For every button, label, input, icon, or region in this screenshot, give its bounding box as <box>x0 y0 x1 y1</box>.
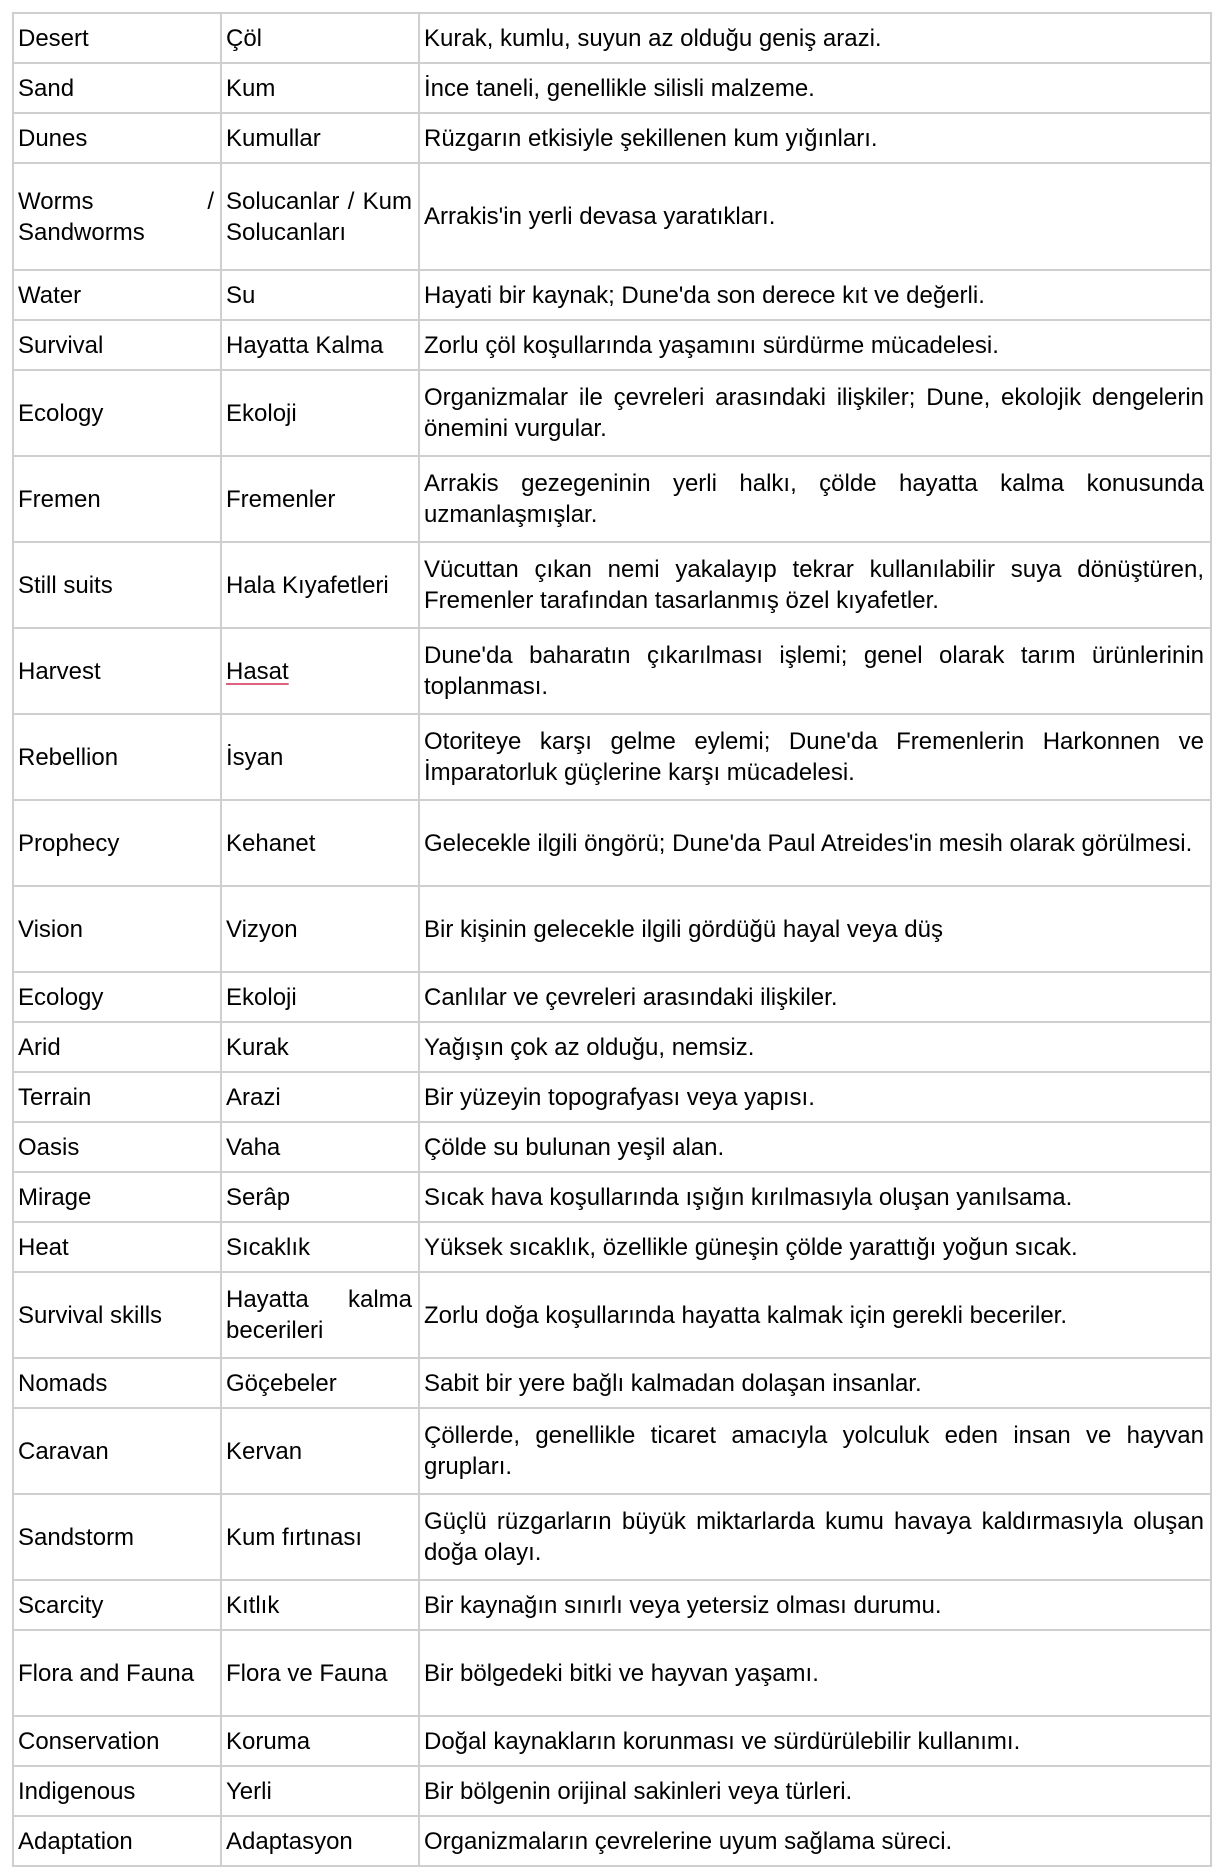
description-cell[interactable] <box>419 800 1211 886</box>
turkish-term-text: Hasat <box>226 657 289 685</box>
description-text: Kurak, kumlu, suyun az olduğu geniş arazi. <box>424 24 882 52</box>
english-term-cell[interactable] <box>13 628 221 714</box>
turkish-term-cell[interactable] <box>221 456 419 542</box>
table-row <box>13 1408 1211 1494</box>
description-cell[interactable] <box>419 1766 1211 1816</box>
english-term-text: Adaptation <box>18 1827 133 1855</box>
english-term-cell[interactable] <box>13 1222 221 1272</box>
turkish-term-text: Kurak <box>226 1033 289 1061</box>
english-term-text: Ecology <box>18 399 104 427</box>
turkish-term-text: Kehanet <box>226 829 316 857</box>
turkish-term-cell[interactable] <box>221 370 419 456</box>
description-text: Çöllerde, genellikle ticaret amacıyla yolculuk eden insan ve hayvan grupları. <box>424 1422 1204 1480</box>
description-text: Bir kişinin gelecekle ilgili gördüğü hayal veya düş <box>424 915 943 943</box>
description-text: Çölde su bulunan yeşil alan. <box>424 1133 725 1161</box>
description-text: Bir bölgenin orijinal sakinleri veya türleri. <box>424 1777 853 1805</box>
table-row <box>13 113 1211 163</box>
english-term-cell[interactable] <box>13 1716 221 1766</box>
description-text: Zorlu doğa koşullarında hayatta kalmak için gerekli beceriler. <box>424 1301 1067 1329</box>
description-cell[interactable] <box>419 628 1211 714</box>
turkish-term-cell[interactable] <box>221 320 419 370</box>
glossary-table <box>12 12 1212 1867</box>
english-term-cell[interactable] <box>13 63 221 113</box>
english-term-cell[interactable] <box>13 714 221 800</box>
description-cell[interactable] <box>419 1494 1211 1580</box>
turkish-term-text: Hala Kıyafetleri <box>226 571 389 599</box>
english-term-text: Oasis <box>18 1133 80 1161</box>
description-cell[interactable] <box>419 1408 1211 1494</box>
turkish-term-text: Kervan <box>226 1437 303 1465</box>
turkish-term-text: Ekoloji <box>226 983 297 1011</box>
turkish-term-cell[interactable] <box>221 1816 419 1866</box>
table-row <box>13 800 1211 886</box>
turkish-term-cell[interactable] <box>221 542 419 628</box>
description-text: Bir yüzeyin topografyası veya yapısı. <box>424 1083 815 1111</box>
description-text: Rüzgarın etkisiyle şekillenen kum yığınları. <box>424 124 878 152</box>
turkish-term-cell[interactable] <box>221 1172 419 1222</box>
description-cell[interactable] <box>419 1630 1211 1716</box>
turkish-term-text: Fremenler <box>226 485 336 513</box>
turkish-term-cell[interactable] <box>221 1358 419 1408</box>
english-term-text: Harvest <box>18 657 101 685</box>
description-cell[interactable] <box>419 113 1211 163</box>
table-row <box>13 320 1211 370</box>
english-term-text: Sand <box>18 74 75 102</box>
english-term-cell[interactable] <box>13 800 221 886</box>
english-term-text: Survival <box>18 331 104 359</box>
description-cell[interactable] <box>419 714 1211 800</box>
table-row <box>13 1816 1211 1866</box>
turkish-term-cell[interactable] <box>221 1408 419 1494</box>
turkish-term-text: Arazi <box>226 1083 281 1111</box>
description-text: Sabit bir yere bağlı kalmadan dolaşan insanlar. <box>424 1369 922 1397</box>
turkish-term-text: Hayatta kalma becerileri <box>226 1286 412 1344</box>
description-cell[interactable] <box>419 1072 1211 1122</box>
table-row <box>13 886 1211 972</box>
table-row <box>13 1494 1211 1580</box>
description-cell[interactable] <box>419 13 1211 63</box>
english-term-cell[interactable] <box>13 456 221 542</box>
english-term-text: Still suits <box>18 571 113 599</box>
english-term-text: Caravan <box>18 1437 109 1465</box>
description-cell[interactable] <box>419 886 1211 972</box>
turkish-term-cell[interactable] <box>221 1122 419 1172</box>
english-term-text: Vision <box>18 915 83 943</box>
description-cell[interactable] <box>419 972 1211 1022</box>
table-row <box>13 456 1211 542</box>
english-term-cell[interactable] <box>13 1022 221 1072</box>
description-cell[interactable] <box>419 1358 1211 1408</box>
english-term-text: Desert <box>18 24 89 52</box>
description-cell[interactable] <box>419 1122 1211 1172</box>
turkish-term-text: Göçebeler <box>226 1369 337 1397</box>
turkish-term-text: Solucanlar / Kum Solucanları <box>226 187 412 246</box>
description-cell[interactable] <box>419 542 1211 628</box>
description-text: Vücuttan çıkan nemi yakalayıp tekrar kullanılabilir suya dönüştüren, Fremenler tarafından tasarlanmış özel kıyafetler. <box>424 556 1204 614</box>
table-row <box>13 1072 1211 1122</box>
english-term-cell[interactable] <box>13 1172 221 1222</box>
turkish-term-text: Su <box>226 281 256 309</box>
english-term-cell[interactable] <box>13 270 221 320</box>
turkish-term-cell[interactable] <box>221 1072 419 1122</box>
english-term-cell[interactable] <box>13 1122 221 1172</box>
description-text: Otoriteye karşı gelme eylemi; Dune'da Fremenlerin Harkonnen ve İmparatorluk güçlerine karşı mücadelesi. <box>424 728 1204 786</box>
description-text: Organizmalar ile çevreleri arasındaki ilişkiler; Dune, ekolojik dengelerin önemini vurgular. <box>424 384 1204 442</box>
english-term-text: Mirage <box>18 1183 92 1211</box>
table-row <box>13 1766 1211 1816</box>
description-text: Dune'da baharatın çıkarılması işlemi; genel olarak tarım ürünlerinin toplanması. <box>424 642 1204 700</box>
english-term-text: Indigenous <box>18 1777 136 1805</box>
turkish-term-cell[interactable] <box>221 1580 419 1630</box>
table-row <box>13 1358 1211 1408</box>
turkish-term-cell[interactable] <box>221 1222 419 1272</box>
english-term-text: Scarcity <box>18 1591 104 1619</box>
english-term-cell[interactable] <box>13 113 221 163</box>
description-cell[interactable] <box>419 1172 1211 1222</box>
description-cell[interactable] <box>419 370 1211 456</box>
english-term-cell[interactable] <box>13 1272 221 1358</box>
english-term-text: Heat <box>18 1233 69 1261</box>
english-term-cell[interactable] <box>13 1580 221 1630</box>
turkish-term-text: Adaptasyon <box>226 1827 353 1855</box>
english-term-text: Rebellion <box>18 743 119 771</box>
description-text: Hayati bir kaynak; Dune'da son derece kıt ve değerli. <box>424 281 985 309</box>
turkish-term-cell[interactable] <box>221 113 419 163</box>
turkish-term-cell[interactable] <box>221 270 419 320</box>
glossary-body <box>13 13 1211 1866</box>
table-row <box>13 628 1211 714</box>
description-text: Zorlu çöl koşullarında yaşamını sürdürme mücadelesi. <box>424 331 999 359</box>
english-term-text: Worms / Sandworms <box>18 187 214 246</box>
description-cell[interactable] <box>419 1716 1211 1766</box>
english-term-text: Flora and Fauna <box>18 1659 195 1687</box>
turkish-term-cell[interactable] <box>221 163 419 270</box>
english-term-cell[interactable] <box>13 542 221 628</box>
description-text: Yağışın çok az olduğu, nemsiz. <box>424 1033 755 1061</box>
english-term-cell[interactable] <box>13 163 221 270</box>
english-term-cell[interactable] <box>13 1630 221 1716</box>
turkish-term-text: Kıtlık <box>226 1591 280 1619</box>
english-term-cell[interactable] <box>13 1494 221 1580</box>
english-term-cell[interactable] <box>13 972 221 1022</box>
table-row <box>13 1630 1211 1716</box>
turkish-term-text: İsyan <box>226 743 284 771</box>
turkish-term-cell[interactable] <box>221 886 419 972</box>
english-term-cell[interactable] <box>13 1072 221 1122</box>
description-text: Arrakis'in yerli devasa yaratıkları. <box>424 203 776 230</box>
description-text: Organizmaların çevrelerine uyum sağlama süreci. <box>424 1827 953 1855</box>
turkish-term-cell[interactable] <box>221 1766 419 1816</box>
turkish-term-text: Kum fırtınası <box>226 1523 363 1551</box>
description-cell[interactable] <box>419 163 1211 270</box>
english-term-text: Terrain <box>18 1083 92 1111</box>
description-cell[interactable] <box>419 1022 1211 1072</box>
english-term-text: Nomads <box>18 1369 108 1397</box>
description-text: Sıcak hava koşullarında ışığın kırılmasıyla oluşan yanılsama. <box>424 1183 1073 1211</box>
turkish-term-cell[interactable] <box>221 1716 419 1766</box>
turkish-term-cell[interactable] <box>221 13 419 63</box>
description-cell[interactable] <box>419 1222 1211 1272</box>
turkish-term-text: Kum <box>226 74 276 102</box>
english-term-text: Survival skills <box>18 1301 163 1329</box>
english-term-text: Conservation <box>18 1727 160 1755</box>
table-row <box>13 270 1211 320</box>
turkish-term-text: Vizyon <box>226 915 298 943</box>
description-text: Canlılar ve çevreleri arasındaki ilişkiler. <box>424 983 838 1011</box>
english-term-text: Fremen <box>18 485 101 513</box>
description-cell[interactable] <box>419 63 1211 113</box>
table-row <box>13 1022 1211 1072</box>
description-text: Bir bölgedeki bitki ve hayvan yaşamı. <box>424 1659 819 1687</box>
description-cell[interactable] <box>419 1272 1211 1358</box>
english-term-cell[interactable] <box>13 886 221 972</box>
turkish-term-text: Koruma <box>226 1727 311 1755</box>
turkish-term-text: Flora ve Fauna <box>226 1659 388 1687</box>
description-text: Güçlü rüzgarların büyük miktarlarda kumu havaya kaldırmasıyla oluşan doğa olayı. <box>424 1508 1204 1566</box>
table-row <box>13 63 1211 113</box>
table-row <box>13 1172 1211 1222</box>
turkish-term-cell[interactable] <box>221 800 419 886</box>
table-row <box>13 370 1211 456</box>
table-row <box>13 13 1211 63</box>
turkish-term-text: Hayatta Kalma <box>226 331 384 359</box>
turkish-term-text: Yerli <box>226 1777 272 1805</box>
table-row <box>13 972 1211 1022</box>
turkish-term-cell[interactable] <box>221 1494 419 1580</box>
table-row <box>13 1580 1211 1630</box>
english-term-text: Arid <box>18 1033 61 1061</box>
english-term-cell[interactable] <box>13 1816 221 1866</box>
description-text: Yüksek sıcaklık, özellikle güneşin çölde yarattığı yoğun sıcak. <box>424 1233 1078 1261</box>
english-term-cell[interactable] <box>13 320 221 370</box>
turkish-term-text: Sıcaklık <box>226 1233 311 1261</box>
turkish-term-text: Kumullar <box>226 124 321 152</box>
table-row <box>13 542 1211 628</box>
table-row <box>13 1222 1211 1272</box>
description-cell[interactable] <box>419 1816 1211 1866</box>
english-term-cell[interactable] <box>13 13 221 63</box>
english-term-text: Ecology <box>18 983 104 1011</box>
table-row <box>13 1272 1211 1358</box>
description-text: Bir kaynağın sınırlı veya yetersiz olması durumu. <box>424 1591 942 1619</box>
english-term-cell[interactable] <box>13 370 221 456</box>
english-term-cell[interactable] <box>13 1408 221 1494</box>
description-cell[interactable] <box>419 270 1211 320</box>
turkish-term-text: Serâp <box>226 1183 291 1211</box>
description-text: İnce taneli, genellikle silisli malzeme. <box>424 74 815 102</box>
turkish-term-text: Ekoloji <box>226 399 297 427</box>
english-term-text: Water <box>18 281 82 309</box>
english-term-cell[interactable] <box>13 1766 221 1816</box>
turkish-term-text: Çöl <box>226 24 263 52</box>
english-term-text: Prophecy <box>18 829 120 857</box>
english-term-cell[interactable] <box>13 1358 221 1408</box>
table-row <box>13 1716 1211 1766</box>
description-text: Doğal kaynakların korunması ve sürdürülebilir kullanımı. <box>424 1727 1021 1755</box>
turkish-term-cell[interactable] <box>221 1630 419 1716</box>
description-cell[interactable] <box>419 320 1211 370</box>
english-term-text: Sandstorm <box>18 1523 135 1551</box>
description-cell[interactable] <box>419 1580 1211 1630</box>
table-row <box>13 714 1211 800</box>
english-term-text: Dunes <box>18 124 88 152</box>
description-cell[interactable] <box>419 456 1211 542</box>
table-row <box>13 163 1211 270</box>
description-text: Gelecekle ilgili öngörü; Dune'da Paul Atreides'in mesih olarak görülmesi. <box>424 829 1193 857</box>
turkish-term-cell[interactable] <box>221 1022 419 1072</box>
turkish-term-cell[interactable] <box>221 714 419 800</box>
turkish-term-cell[interactable] <box>221 628 419 714</box>
description-text: Arrakis gezegeninin yerli halkı, çölde hayatta kalma konusunda uzmanlaşmışlar. <box>424 470 1204 528</box>
turkish-term-cell[interactable] <box>221 63 419 113</box>
turkish-term-text: Vaha <box>226 1133 281 1161</box>
turkish-term-cell[interactable] <box>221 1272 419 1358</box>
table-row <box>13 1122 1211 1172</box>
turkish-term-cell[interactable] <box>221 972 419 1022</box>
